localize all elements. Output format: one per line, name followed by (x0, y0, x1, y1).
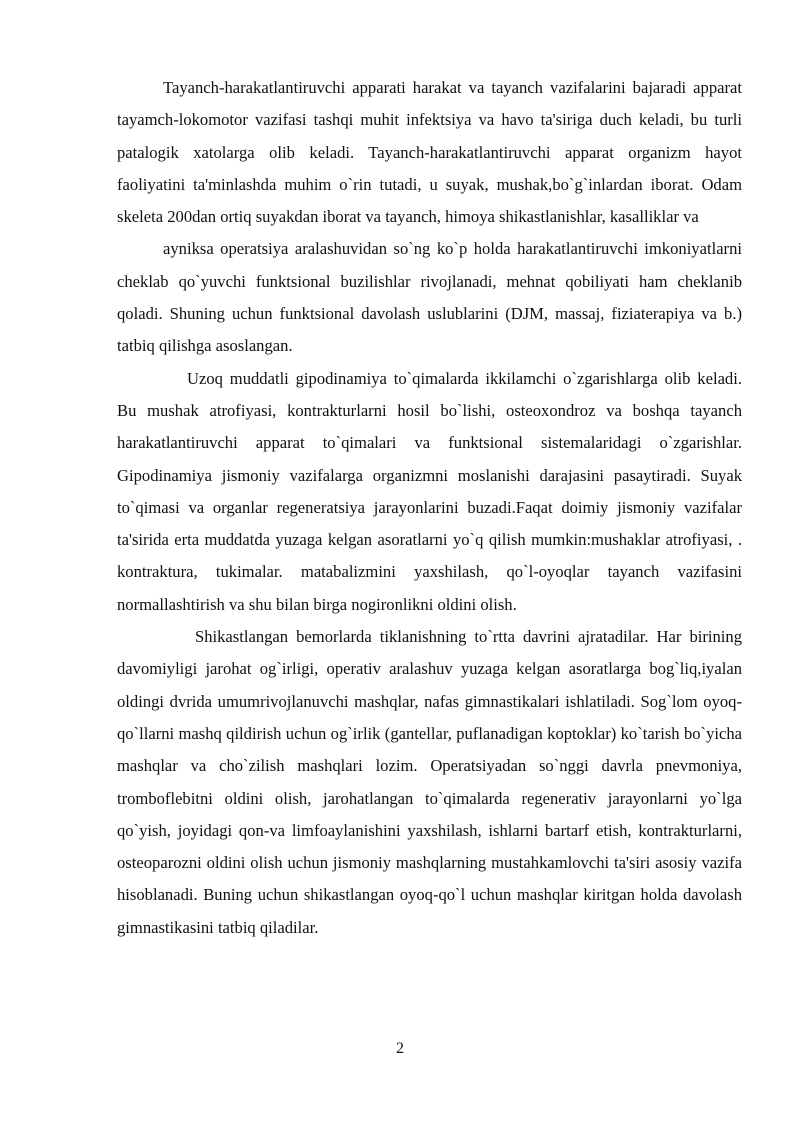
paragraph-3: Uzoq muddatli gipodinamiya to`qimalarda ikkilamchi o`zgarishlarga olib keladi. Bu mushak atrofiyasi, kontrakturlarni hosil bo`lishi, osteoxondroz va boshqa tayanch harakatlantiruvchi apparat to`qimalari va funktsional sistemalaridagi o`zgarishlar. Gipodinamiya jismoniy vazifalarga organizmni moslanishi darajasini pasaytiradi. Suyak to`qimasi va organlar regeneratsiya jarayonlarini buzadi.Faqat doimiy jismoniy vazifalar ta'sirida erta muddatda yuzaga kelgan asoratlarni yo`q qilish mumkin:mushaklar atrofiyasi, . kontraktura, tukimalar. matabalizmini yaxshilash, qo`l-oyoqlar tayanch vazifasini normallashtirish va shu bilan birga nogironlikni oldini olish. (117, 368, 742, 614)
paragraph-2: ayniksa operatsiya aralashuvidan so`ng ko`p holda harakatlantiruvchi imkoniyatlarni cheklab qo`yuvchi funktsional buzilishlar rivojlanadi, mehnat qobiliyati ham cheklanib qoladi. Shuning uchun funktsional davolash uslublarini (DJM, massaj, fiziaterapiya va b.) tatbiq qilishga asoslangan. (117, 239, 742, 356)
page-number: 2 (396, 1040, 404, 1057)
paragraph-1: Tayanch-harakatlantiruvchi apparati harakat va tayanch vazifalarini bajaradi apparat tayamch-lokomotor vazifasi tashqi muhit infektsiya va havo ta'siriga duch keladi, bu turli patalogik xatolarga olib keladi. Tayanch-harakatlantiruvchi apparat organizm hayot faoliyatini ta'minlashda muhim o`rin tutadi, u suyak, mushak,bo`g`inlardan iborat. Odam skeleta 200dan ortiq suyakdan iborat va tayanch, himoya shikastlanishlar, kasalliklar va (117, 78, 742, 227)
paragraph-4: Shikastlangan bemorlarda tiklanishning to`rtta davrini ajratadilar. Har birining davomiyligi jarohat og`irligi, operativ aralashuv yuzaga kelgan asoratlarga bog`liq,iyalan oldingi dvrida umumrivojlanuvchi mashqlar, nafas gimnastikalari ishlatiladi. Sog`lom oyoq-qo`llarni mashq qildirish uchun og`irlik (gantellar, puflanadigan koptoklar) ko`tarish bo`yicha mashqlar va cho`zilish mashqlari lozim. Operatsiyadan so`nggi davrla pnevmoniya, tromboflebitni oldini olish, jarohatlangan to`qimalarda regenerativ jarayonlarni yo`lga qo`yish, joyidagi qon-va limfoaylanishini yaxshilash, ishlarni bartarf etish, kontrakturlarni, osteoparozni oldini olish uchun jismoniy mashqlarning mustahkamlovchi ta'siri asosiy vazifa hisoblanadi. Buning uchun shikastlangan oyoq-qo`l uchun mashqlar kiritgan holda davolash gimnastikasini tatbiq qiladilar. (117, 627, 742, 937)
body-text (117, 72, 742, 944)
